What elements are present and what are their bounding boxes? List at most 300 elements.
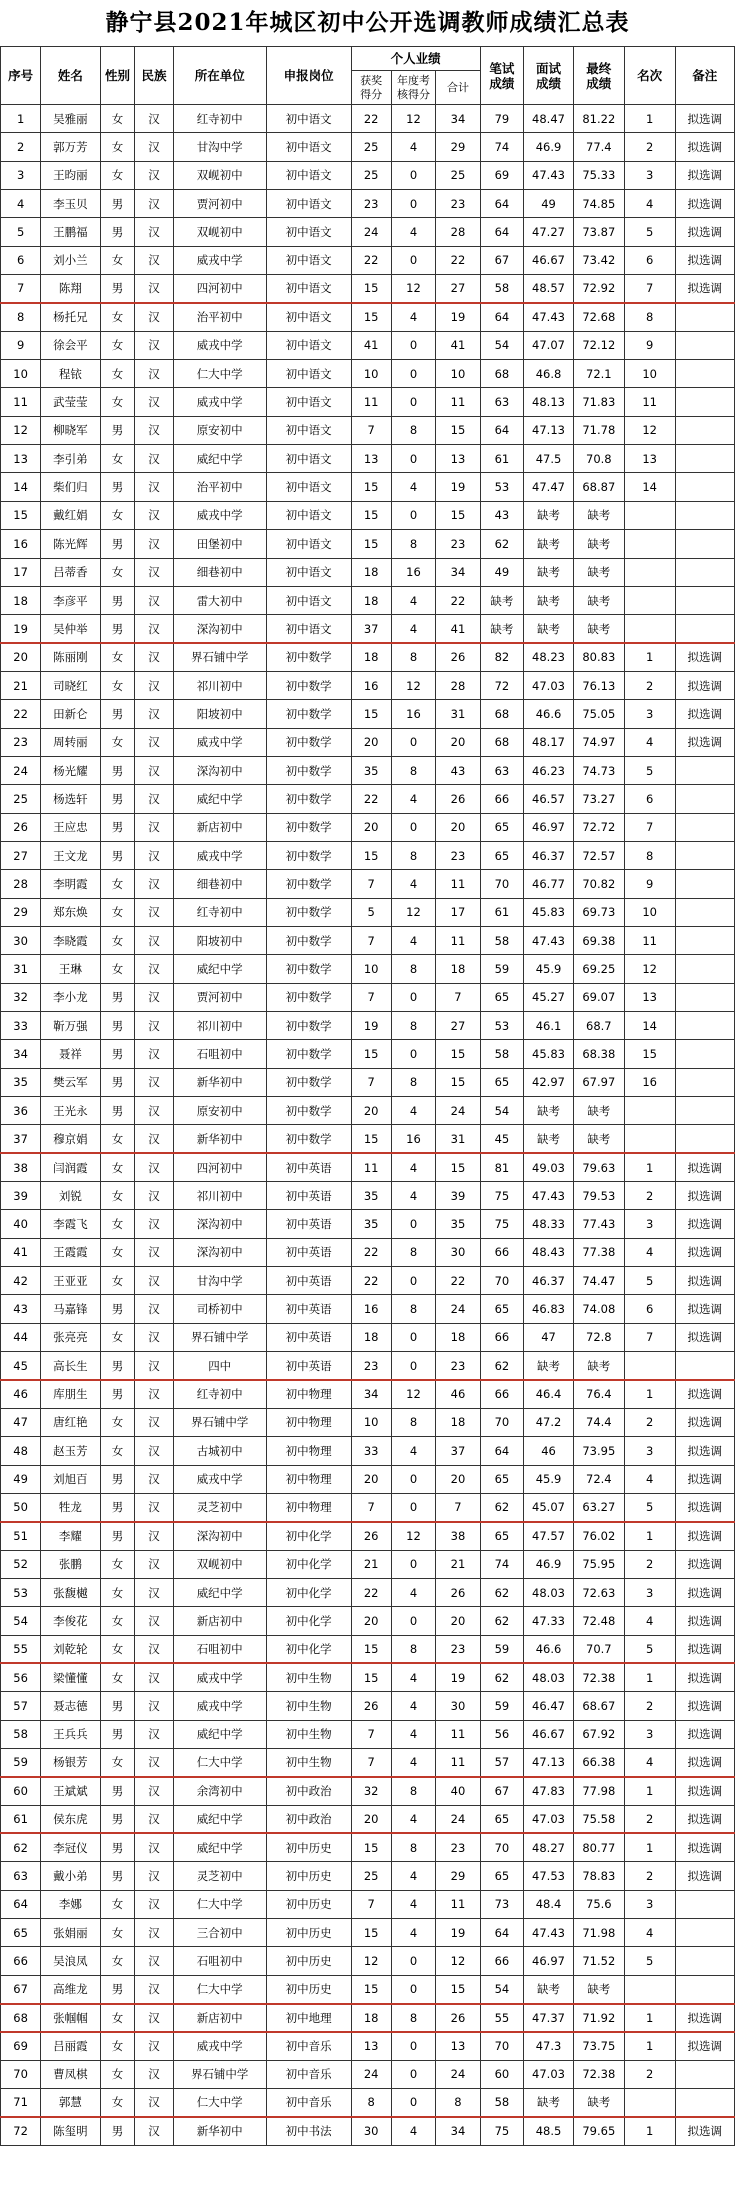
cell-name: 杨托兄 [41, 303, 100, 331]
table-row [1, 1522, 735, 1550]
table-row [1, 1210, 735, 1238]
cell-seq: 15 [1, 501, 41, 529]
cell-final: 70.8 [573, 445, 624, 473]
cell-name: 柳晓军 [41, 416, 100, 444]
cell-final: 75.05 [573, 700, 624, 728]
cell-award: 22 [351, 105, 391, 133]
cell-gender: 男 [100, 841, 135, 869]
cell-award: 11 [351, 1153, 391, 1181]
cell-unit: 威戎中学 [173, 1465, 266, 1493]
cell-review: 0 [391, 161, 435, 189]
cell-gender: 女 [100, 955, 135, 983]
cell-review: 0 [391, 360, 435, 388]
cell-seq: 29 [1, 898, 41, 926]
cell-written: 66 [480, 1238, 523, 1266]
cell-total: 8 [436, 2089, 481, 2117]
cell-review: 0 [391, 2032, 435, 2060]
cell-total: 19 [436, 1919, 481, 1947]
cell-seq: 54 [1, 1607, 41, 1635]
cell-written: 63 [480, 388, 523, 416]
cell-rank: 1 [624, 2117, 675, 2145]
cell-unit: 双岘初中 [173, 218, 266, 246]
cell-name: 聂祥 [41, 1040, 100, 1068]
table-row [1, 700, 735, 728]
cell-unit: 双岘初中 [173, 1550, 266, 1578]
cell-written: 59 [480, 1635, 523, 1663]
cell-name: 刘旭百 [41, 1465, 100, 1493]
cell-interview: 46.37 [524, 841, 574, 869]
cell-total: 19 [436, 1663, 481, 1691]
cell-review: 12 [391, 1380, 435, 1408]
cell-note: 拟选调 [675, 700, 734, 728]
cell-review: 0 [391, 1947, 435, 1975]
table-row [1, 1663, 735, 1691]
cell-position: 初中数学 [266, 671, 351, 699]
table-row [1, 870, 735, 898]
cell-position: 初中音乐 [266, 2032, 351, 2060]
cell-gender: 女 [100, 643, 135, 671]
cell-final: 69.25 [573, 955, 624, 983]
header-award-text: 获奖得分 [360, 73, 383, 101]
header-seq: 序号 [1, 47, 41, 105]
cell-review: 8 [391, 1635, 435, 1663]
cell-total: 10 [436, 360, 481, 388]
cell-seq: 56 [1, 1663, 41, 1691]
cell-position: 初中语文 [266, 331, 351, 359]
cell-name: 周转丽 [41, 728, 100, 756]
cell-total: 34 [436, 558, 481, 586]
cell-name: 穆京娟 [41, 1125, 100, 1153]
cell-seq: 14 [1, 473, 41, 501]
cell-name: 李冠仪 [41, 1833, 100, 1861]
cell-final: 72.12 [573, 331, 624, 359]
cell-written: 64 [480, 1437, 523, 1465]
cell-award: 26 [351, 1692, 391, 1720]
cell-note: 拟选调 [675, 728, 734, 756]
cell-position: 初中数学 [266, 1012, 351, 1040]
cell-review: 0 [391, 2089, 435, 2117]
cell-ethnicity: 汉 [135, 558, 173, 586]
cell-ethnicity: 汉 [135, 416, 173, 444]
cell-gender: 女 [100, 1210, 135, 1238]
cell-unit: 细巷初中 [173, 870, 266, 898]
cell-gender: 男 [100, 1295, 135, 1323]
cell-name: 陈丽刚 [41, 643, 100, 671]
cell-unit: 新店初中 [173, 1607, 266, 1635]
cell-written: 65 [480, 1862, 523, 1890]
cell-total: 41 [436, 331, 481, 359]
cell-unit: 仁大中学 [173, 360, 266, 388]
cell-unit: 阳坡初中 [173, 926, 266, 954]
cell-total: 28 [436, 218, 481, 246]
cell-review: 4 [391, 586, 435, 614]
cell-ethnicity: 汉 [135, 1777, 173, 1805]
cell-rank: 13 [624, 445, 675, 473]
cell-final: 68.87 [573, 473, 624, 501]
cell-unit: 红寺初中 [173, 1380, 266, 1408]
cell-name: 陈翔 [41, 275, 100, 303]
cell-interview: 46.9 [524, 133, 574, 161]
cell-interview: 46.4 [524, 1380, 574, 1408]
cell-name: 高长生 [41, 1352, 100, 1380]
table-row [1, 1352, 735, 1380]
cell-final: 缺考 [573, 586, 624, 614]
cell-interview: 47.43 [524, 926, 574, 954]
cell-interview: 46.67 [524, 246, 574, 274]
cell-unit: 仁大中学 [173, 1748, 266, 1776]
cell-final: 缺考 [573, 501, 624, 529]
cell-review: 12 [391, 671, 435, 699]
cell-note: 拟选调 [675, 643, 734, 671]
cell-seq: 42 [1, 1267, 41, 1295]
header-rank: 名次 [624, 47, 675, 105]
cell-final: 71.98 [573, 1919, 624, 1947]
cell-position: 初中物理 [266, 1408, 351, 1436]
cell-note [675, 870, 734, 898]
cell-written: 58 [480, 2089, 523, 2117]
table-row [1, 105, 735, 133]
header-final-text: 最终成绩 [586, 60, 612, 91]
cell-rank: 6 [624, 785, 675, 813]
cell-name: 李娜 [41, 1890, 100, 1918]
cell-unit: 深沟初中 [173, 615, 266, 643]
cell-interview: 缺考 [524, 1352, 574, 1380]
cell-final: 72.68 [573, 303, 624, 331]
cell-gender: 女 [100, 926, 135, 954]
cell-total: 26 [436, 1578, 481, 1606]
cell-written: 64 [480, 190, 523, 218]
header-personal: 个人业绩 [351, 47, 480, 71]
header-written-text: 笔试成绩 [489, 60, 515, 91]
cell-seq: 55 [1, 1635, 41, 1663]
cell-seq: 63 [1, 1862, 41, 1890]
cell-gender: 女 [100, 898, 135, 926]
cell-unit: 甘沟中学 [173, 1267, 266, 1295]
cell-award: 34 [351, 1380, 391, 1408]
cell-gender: 男 [100, 1012, 135, 1040]
cell-unit: 威戎中学 [173, 1692, 266, 1720]
cell-interview: 缺考 [524, 2089, 574, 2117]
cell-note: 拟选调 [675, 1862, 734, 1890]
cell-seq: 50 [1, 1493, 41, 1521]
cell-name: 梁懂懂 [41, 1663, 100, 1691]
cell-note [675, 501, 734, 529]
cell-interview: 48.4 [524, 1890, 574, 1918]
cell-written: 73 [480, 1890, 523, 1918]
table-row [1, 1975, 735, 2003]
cell-award: 22 [351, 1238, 391, 1266]
cell-unit: 红寺初中 [173, 898, 266, 926]
cell-note [675, 1040, 734, 1068]
cell-rank: 5 [624, 1635, 675, 1663]
cell-final: 70.82 [573, 870, 624, 898]
cell-ethnicity: 汉 [135, 246, 173, 274]
cell-note: 拟选调 [675, 1607, 734, 1635]
cell-total: 37 [436, 1437, 481, 1465]
cell-interview: 47.37 [524, 2004, 574, 2032]
cell-written: 70 [480, 1267, 523, 1295]
cell-award: 18 [351, 586, 391, 614]
cell-name: 杨光耀 [41, 756, 100, 784]
cell-written: 56 [480, 1720, 523, 1748]
cell-written: 61 [480, 898, 523, 926]
cell-unit: 田堡初中 [173, 530, 266, 558]
cell-gender: 女 [100, 161, 135, 189]
cell-rank [624, 530, 675, 558]
table-row [1, 1947, 735, 1975]
cell-position: 初中化学 [266, 1607, 351, 1635]
cell-interview: 缺考 [524, 501, 574, 529]
cell-seq: 60 [1, 1777, 41, 1805]
cell-name: 武莹莹 [41, 388, 100, 416]
cell-interview: 47.83 [524, 1777, 574, 1805]
cell-award: 20 [351, 1805, 391, 1833]
cell-final: 68.38 [573, 1040, 624, 1068]
table-row [1, 1578, 735, 1606]
cell-interview: 47.33 [524, 1607, 574, 1635]
cell-gender: 男 [100, 2117, 135, 2145]
cell-review: 4 [391, 870, 435, 898]
cell-award: 33 [351, 1437, 391, 1465]
cell-name: 靳万强 [41, 1012, 100, 1040]
cell-final: 72.92 [573, 275, 624, 303]
cell-seq: 68 [1, 2004, 41, 2032]
cell-final: 69.38 [573, 926, 624, 954]
cell-unit: 祁川初中 [173, 1182, 266, 1210]
cell-ethnicity: 汉 [135, 1522, 173, 1550]
cell-final: 缺考 [573, 1352, 624, 1380]
cell-unit: 贾河初中 [173, 190, 266, 218]
cell-final: 71.78 [573, 416, 624, 444]
cell-ethnicity: 汉 [135, 785, 173, 813]
cell-note: 拟选调 [675, 1692, 734, 1720]
cell-position: 初中物理 [266, 1465, 351, 1493]
cell-ethnicity: 汉 [135, 1663, 173, 1691]
table-row [1, 1097, 735, 1125]
cell-total: 31 [436, 700, 481, 728]
cell-rank: 4 [624, 190, 675, 218]
cell-position: 初中生物 [266, 1692, 351, 1720]
cell-award: 15 [351, 530, 391, 558]
header-note: 备注 [675, 47, 734, 105]
cell-note [675, 1352, 734, 1380]
cell-gender: 女 [100, 728, 135, 756]
cell-gender: 男 [100, 1777, 135, 1805]
cell-review: 8 [391, 643, 435, 671]
cell-note: 拟选调 [675, 2004, 734, 2032]
cell-written: 65 [480, 983, 523, 1011]
cell-ethnicity: 汉 [135, 445, 173, 473]
cell-interview: 46.37 [524, 1267, 574, 1295]
cell-interview: 48.33 [524, 1210, 574, 1238]
cell-rank: 1 [624, 643, 675, 671]
cell-ethnicity: 汉 [135, 1182, 173, 1210]
cell-interview: 48.23 [524, 643, 574, 671]
cell-position: 初中语文 [266, 388, 351, 416]
cell-name: 吕丽霞 [41, 2032, 100, 2060]
cell-ethnicity: 汉 [135, 1352, 173, 1380]
cell-final: 76.13 [573, 671, 624, 699]
cell-name: 陈光辉 [41, 530, 100, 558]
cell-final: 68.67 [573, 1692, 624, 1720]
cell-rank: 1 [624, 1380, 675, 1408]
cell-seq: 37 [1, 1125, 41, 1153]
cell-ethnicity: 汉 [135, 2060, 173, 2088]
cell-unit: 古城初中 [173, 1437, 266, 1465]
cell-interview: 48.27 [524, 1833, 574, 1861]
cell-interview: 46.1 [524, 1012, 574, 1040]
cell-unit: 仁大中学 [173, 2089, 266, 2117]
cell-position: 初中数学 [266, 785, 351, 813]
cell-written: 82 [480, 643, 523, 671]
cell-total: 24 [436, 1805, 481, 1833]
cell-gender: 男 [100, 1720, 135, 1748]
cell-note [675, 1890, 734, 1918]
cell-gender: 男 [100, 416, 135, 444]
cell-seq: 5 [1, 218, 41, 246]
cell-note [675, 558, 734, 586]
cell-review: 0 [391, 1550, 435, 1578]
cell-note: 拟选调 [675, 1153, 734, 1181]
cell-final: 69.07 [573, 983, 624, 1011]
cell-review: 8 [391, 416, 435, 444]
cell-position: 初中物理 [266, 1493, 351, 1521]
cell-review: 0 [391, 1352, 435, 1380]
cell-position: 初中化学 [266, 1550, 351, 1578]
cell-note: 拟选调 [675, 275, 734, 303]
cell-written: 75 [480, 1182, 523, 1210]
cell-ethnicity: 汉 [135, 615, 173, 643]
table-row [1, 1380, 735, 1408]
cell-total: 34 [436, 105, 481, 133]
cell-written: 54 [480, 1097, 523, 1125]
cell-award: 15 [351, 1125, 391, 1153]
header-gender: 性别 [100, 47, 135, 105]
table-row [1, 1012, 735, 1040]
cell-unit: 深沟初中 [173, 1210, 266, 1238]
cell-total: 18 [436, 955, 481, 983]
cell-written: 49 [480, 558, 523, 586]
cell-gender: 女 [100, 1919, 135, 1947]
cell-ethnicity: 汉 [135, 473, 173, 501]
cell-unit: 三合初中 [173, 1919, 266, 1947]
cell-final: 66.38 [573, 1748, 624, 1776]
score-table [0, 46, 735, 2146]
cell-note [675, 1947, 734, 1975]
cell-written: 53 [480, 473, 523, 501]
cell-rank: 5 [624, 756, 675, 784]
cell-award: 19 [351, 1012, 391, 1040]
cell-award: 15 [351, 1833, 391, 1861]
cell-total: 23 [436, 1635, 481, 1663]
cell-interview: 缺考 [524, 615, 574, 643]
cell-note: 拟选调 [675, 1493, 734, 1521]
header-ethnicity: 民族 [135, 47, 173, 105]
cell-final: 80.83 [573, 643, 624, 671]
table-row [1, 1862, 735, 1890]
table-row [1, 530, 735, 558]
table-row [1, 1890, 735, 1918]
cell-gender: 女 [100, 1890, 135, 1918]
cell-total: 15 [436, 416, 481, 444]
cell-final: 73.27 [573, 785, 624, 813]
cell-gender: 女 [100, 1437, 135, 1465]
cell-total: 22 [436, 246, 481, 274]
cell-final: 79.53 [573, 1182, 624, 1210]
cell-unit: 新华初中 [173, 1125, 266, 1153]
table-row [1, 2117, 735, 2145]
cell-unit: 余湾初中 [173, 1777, 266, 1805]
cell-seq: 20 [1, 643, 41, 671]
cell-award: 15 [351, 700, 391, 728]
cell-unit: 石咀初中 [173, 1040, 266, 1068]
cell-interview: 47.57 [524, 1522, 574, 1550]
cell-unit: 威戎中学 [173, 388, 266, 416]
cell-unit: 新店初中 [173, 2004, 266, 2032]
table-row [1, 1919, 735, 1947]
header-final [573, 47, 624, 105]
cell-final: 77.98 [573, 1777, 624, 1805]
cell-interview: 48.13 [524, 388, 574, 416]
header-interview [524, 47, 574, 105]
cell-name: 戴红娟 [41, 501, 100, 529]
cell-seq: 4 [1, 190, 41, 218]
cell-unit: 威纪中学 [173, 1833, 266, 1861]
cell-award: 18 [351, 1323, 391, 1351]
cell-review: 4 [391, 1720, 435, 1748]
cell-final: 74.08 [573, 1295, 624, 1323]
cell-total: 20 [436, 813, 481, 841]
cell-rank: 4 [624, 1919, 675, 1947]
cell-gender: 女 [100, 1578, 135, 1606]
cell-name: 李彦平 [41, 586, 100, 614]
header-award [351, 71, 391, 105]
cell-ethnicity: 汉 [135, 1805, 173, 1833]
cell-seq: 8 [1, 303, 41, 331]
cell-rank [624, 558, 675, 586]
cell-unit: 威戎中学 [173, 331, 266, 359]
cell-unit: 新华初中 [173, 2117, 266, 2145]
cell-award: 7 [351, 983, 391, 1011]
cell-gender: 女 [100, 331, 135, 359]
header-written [480, 47, 523, 105]
cell-rank: 3 [624, 1210, 675, 1238]
cell-unit: 威戎中学 [173, 246, 266, 274]
cell-final: 75.58 [573, 1805, 624, 1833]
cell-position: 初中音乐 [266, 2060, 351, 2088]
cell-rank: 2 [624, 2060, 675, 2088]
cell-unit: 四河初中 [173, 275, 266, 303]
cell-name: 王鹏福 [41, 218, 100, 246]
cell-unit: 灵芝初中 [173, 1862, 266, 1890]
cell-award: 7 [351, 1890, 391, 1918]
table-row [1, 558, 735, 586]
table-row [1, 1437, 735, 1465]
cell-award: 16 [351, 1295, 391, 1323]
cell-unit: 仁大中学 [173, 1890, 266, 1918]
cell-final: 72.1 [573, 360, 624, 388]
cell-unit: 甘沟中学 [173, 133, 266, 161]
cell-ethnicity: 汉 [135, 1748, 173, 1776]
cell-written: 66 [480, 785, 523, 813]
cell-award: 30 [351, 2117, 391, 2145]
cell-ethnicity: 汉 [135, 1890, 173, 1918]
cell-ethnicity: 汉 [135, 1408, 173, 1436]
table-row [1, 303, 735, 331]
cell-note: 拟选调 [675, 1663, 734, 1691]
cell-award: 35 [351, 1182, 391, 1210]
table-row [1, 1607, 735, 1635]
